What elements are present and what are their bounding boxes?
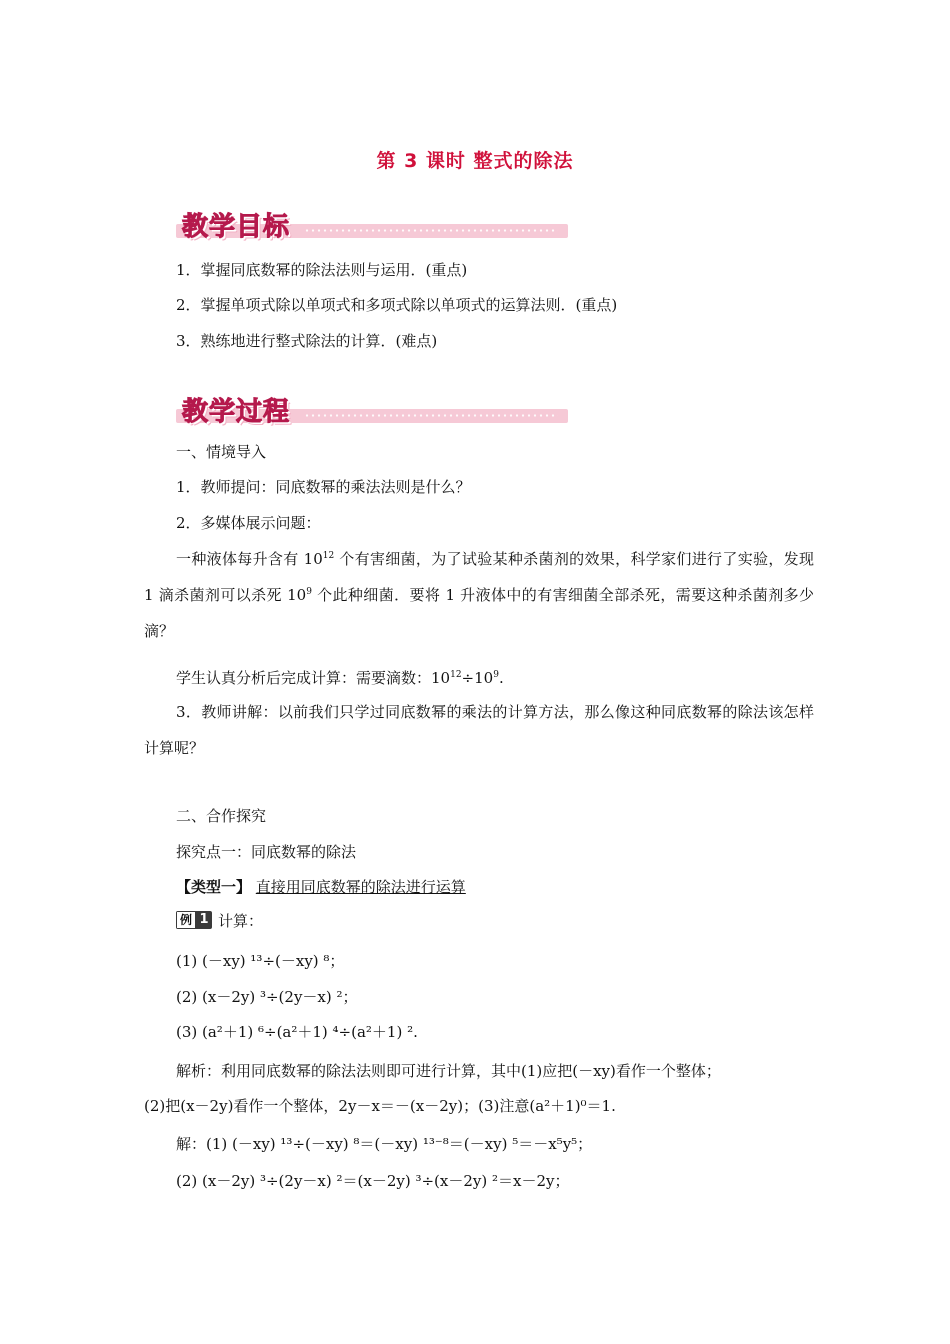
example-problem: (2) (x－2y) ³÷(2y－x) ²； bbox=[176, 988, 358, 1006]
solution-line: 解：(1) (－xy) ¹³÷(－xy) ⁸＝(－xy) ¹³⁻⁸＝(－xy) ⁵＝－x⁵y⁵； bbox=[176, 1135, 593, 1153]
section-header-goals bbox=[176, 204, 570, 244]
exponent: 12 bbox=[450, 670, 462, 680]
example-text: 计算： bbox=[218, 912, 264, 930]
example-problem: (3) (a²＋1) ⁶÷(a²＋1) ⁴÷(a²＋1) ². bbox=[176, 1023, 418, 1041]
analysis-line: 解析：利用同底数幂的除法法则即可进行计算，其中(1)应把(－xy)看作一个整体； bbox=[176, 1062, 721, 1080]
type-tag: 【类型一】 bbox=[176, 878, 252, 896]
text-run: 个有害细菌，为了试验某种杀菌剂的效果，科学家们进行了实验，发现 1 滴杀菌剂可以杀死 10 bbox=[144, 550, 814, 604]
exponent: 9 bbox=[306, 587, 312, 597]
text-run: . bbox=[498, 669, 504, 687]
text-run: 一种液体每升含有 10 bbox=[176, 550, 323, 568]
text-run: 学生认真分析后完成计算：需要滴数：10 bbox=[176, 669, 451, 687]
explore-point: 探究点一：同底数幂的除法 bbox=[176, 843, 357, 861]
goal-item: 2．掌握单项式除以单项式和多项式除以单项式的运算法则．(重点) bbox=[176, 296, 618, 314]
text-run: 个此种细菌．要将 1 升液体中的有害细菌全部杀死，需要这种杀菌剂多少滴？ bbox=[144, 586, 814, 640]
analysis-line: (2)把(x－2y)看作一个整体，2y－x＝－(x－2y)；(3)注意(a²＋1)⁰＝1. bbox=[144, 1097, 616, 1115]
example-badge bbox=[176, 911, 212, 929]
text-run: ÷10 bbox=[461, 669, 494, 687]
multimedia-item: 2．多媒体展示问题： bbox=[176, 514, 321, 532]
example-line bbox=[176, 911, 263, 931]
part-heading: 一、情境导入 bbox=[176, 443, 267, 461]
example-problem: (1) (－xy) ¹³÷(－xy) ⁸； bbox=[176, 952, 345, 970]
exponent: 12 bbox=[322, 551, 335, 561]
part-heading: 二、合作探究 bbox=[176, 807, 267, 825]
section-header-process bbox=[176, 389, 570, 429]
goal-item: 3．熟练地进行整式除法的计算．(难点) bbox=[176, 332, 438, 350]
type-heading bbox=[176, 877, 466, 897]
section-header-label: 教学目标 bbox=[182, 212, 291, 242]
example-badge-label: 例 bbox=[176, 911, 196, 929]
problem-paragraph bbox=[144, 541, 814, 649]
teacher-question: 1．教师提问：同底数幂的乘法法则是什么？ bbox=[176, 478, 471, 496]
section-header-label: 教学过程 bbox=[182, 397, 291, 427]
type-title: 直接用同底数幂的除法进行运算 bbox=[255, 878, 466, 896]
example-badge-number: 1 bbox=[199, 912, 209, 927]
teacher-explanation: 3．教师讲解：以前我们只学过同底数幂的乘法的计算方法，那么像这种同底数幂的除法该怎样计算呢？ bbox=[144, 703, 814, 757]
lesson-title: 第 3 课时 整式的除法 bbox=[376, 150, 574, 172]
goal-item: 1．掌握同底数幂的除法法则与运用．(重点) bbox=[176, 261, 468, 279]
exponent: 9 bbox=[493, 670, 499, 680]
student-calculation bbox=[176, 668, 504, 688]
solution-line: (2) (x－2y) ³÷(2y－x) ²＝(x－2y) ³÷(x－2y) ²＝x－2y； bbox=[176, 1172, 570, 1190]
